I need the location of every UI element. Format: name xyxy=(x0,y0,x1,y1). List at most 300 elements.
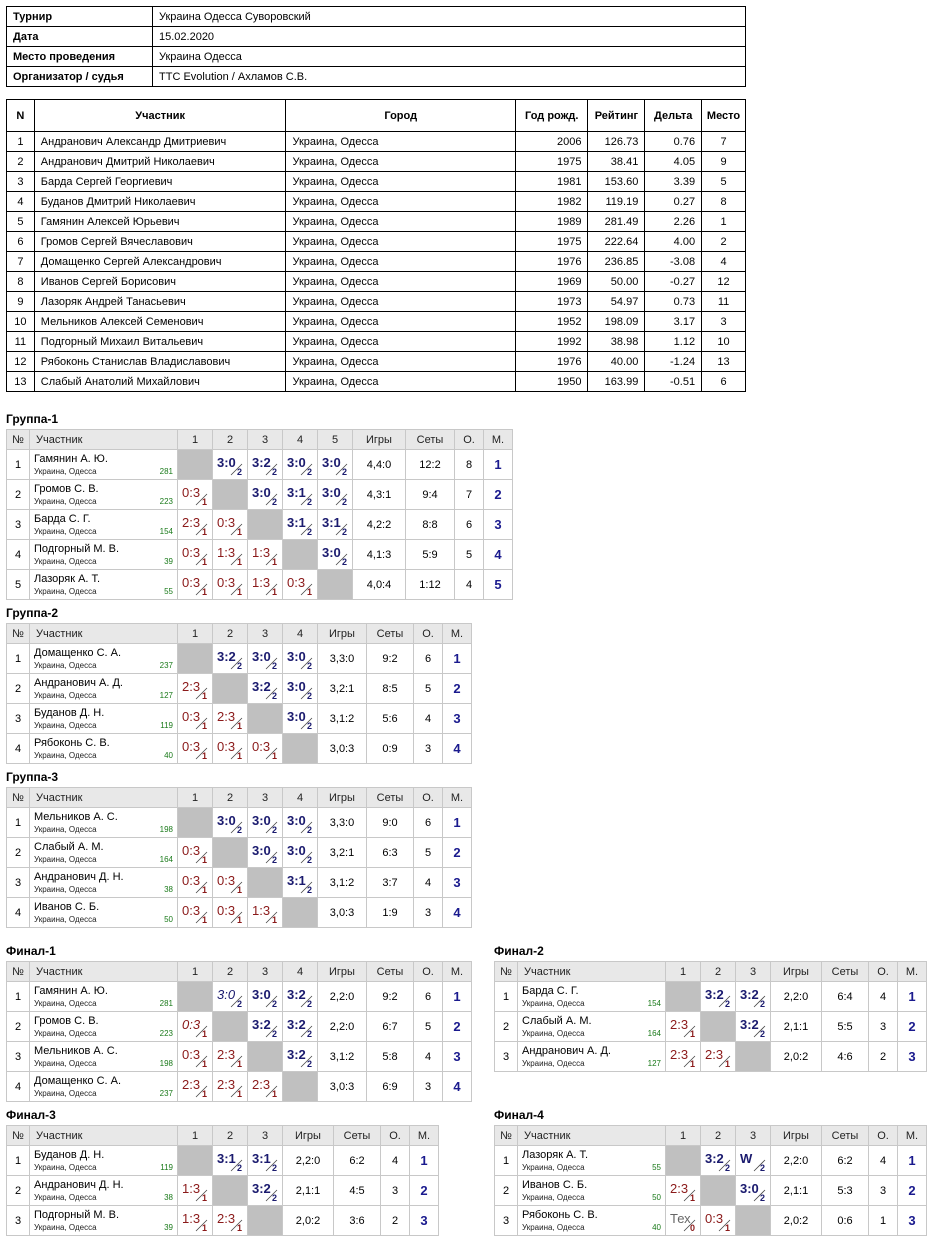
games-cell: 4,4:0 xyxy=(353,450,406,480)
points-cell: 3 xyxy=(869,1012,898,1042)
self-cell xyxy=(283,540,318,570)
self-cell xyxy=(283,1072,318,1102)
table-cell: Андранович Александр Дмитриевич xyxy=(34,132,286,152)
col-sets: Сеты xyxy=(367,962,414,982)
points-cell: 6 xyxy=(414,808,443,838)
table-cell: 38.41 xyxy=(588,152,645,172)
match-score: 2:3 xyxy=(217,1077,236,1092)
games-cell: 2,1:1 xyxy=(771,1176,822,1206)
participant-name: Мельников А. С. xyxy=(34,811,118,823)
info-key: Турнир xyxy=(7,7,153,27)
match-result-cell xyxy=(701,1206,736,1236)
table-cell: 7 xyxy=(702,132,746,152)
match-points: 1 xyxy=(236,721,242,731)
place-cell: 3 xyxy=(898,1206,927,1236)
match-points: 2 xyxy=(306,691,312,701)
table-row xyxy=(7,252,746,272)
participant-cell xyxy=(30,808,178,838)
self-cell xyxy=(178,644,213,674)
table-cell: 13 xyxy=(702,352,746,372)
match-result-cell xyxy=(178,1012,213,1042)
group-title: Группа-2 xyxy=(6,606,59,620)
group-row xyxy=(495,1012,927,1042)
participant-rating: 281 xyxy=(159,467,173,476)
group-table xyxy=(6,429,513,600)
match-points: 2 xyxy=(306,1059,312,1069)
match-points: 1 xyxy=(236,527,242,537)
col-opponent: 2 xyxy=(213,962,248,982)
group-header-row xyxy=(495,962,927,982)
match-result-cell xyxy=(736,982,771,1012)
table-cell: 1969 xyxy=(516,272,588,292)
match-result-cell xyxy=(213,704,248,734)
participant-cell xyxy=(518,982,666,1012)
table-cell: Громов Сергей Вячеславович xyxy=(34,232,286,252)
table-cell: 1973 xyxy=(516,292,588,312)
table-cell: 12 xyxy=(702,272,746,292)
match-score: 0:3 xyxy=(182,1047,201,1062)
col-num: № xyxy=(495,1126,518,1146)
col-games: Игры xyxy=(318,962,367,982)
match-score: 3:2 xyxy=(740,1017,759,1032)
self-cell xyxy=(248,704,283,734)
points-cell: 6 xyxy=(414,644,443,674)
self-cell xyxy=(283,734,318,764)
match-result-cell xyxy=(248,1012,283,1042)
row-number: 1 xyxy=(7,1146,30,1176)
table-cell: -3.08 xyxy=(645,252,702,272)
match-points: 2 xyxy=(271,825,277,835)
self-cell xyxy=(178,982,213,1012)
group-row xyxy=(7,1012,472,1042)
table-cell: 2006 xyxy=(516,132,588,152)
participant-rating: 281 xyxy=(159,999,173,1008)
match-points: 1 xyxy=(236,915,242,925)
match-points: 1 xyxy=(201,1029,207,1039)
match-points: 2 xyxy=(306,527,312,537)
match-score: 3:1 xyxy=(287,873,306,888)
match-result-cell xyxy=(283,570,318,600)
match-points: 1 xyxy=(201,1223,207,1233)
self-cell xyxy=(178,450,213,480)
games-cell: 2,2:0 xyxy=(318,982,367,1012)
place-cell: 4 xyxy=(443,734,472,764)
match-points: 1 xyxy=(271,915,277,925)
match-score: Тех xyxy=(670,1211,691,1226)
participant-city: Украина, Одесса xyxy=(34,467,97,476)
participant-name: Андранович Д. Н. xyxy=(34,871,124,883)
table-cell: 11 xyxy=(7,332,35,352)
match-score: 3:2 xyxy=(217,649,236,664)
col-opponent: 2 xyxy=(701,1126,736,1146)
col-opponent: 3 xyxy=(248,624,283,644)
match-result-cell xyxy=(283,704,318,734)
participant-city: Украина, Одесса xyxy=(522,1029,585,1038)
col-participant: Участник xyxy=(30,1126,178,1146)
points-cell: 3 xyxy=(381,1176,410,1206)
match-result-cell xyxy=(666,1012,701,1042)
match-result-cell xyxy=(178,1072,213,1102)
place-cell: 1 xyxy=(484,450,513,480)
match-points: 1 xyxy=(201,1059,207,1069)
match-result-cell xyxy=(248,808,283,838)
points-cell: 4 xyxy=(381,1146,410,1176)
match-result-cell xyxy=(248,1146,283,1176)
match-score: 3:0 xyxy=(322,455,341,470)
info-row xyxy=(7,67,746,87)
sets-cell: 9:2 xyxy=(367,982,414,1012)
table-cell: Буданов Дмитрий Николаевич xyxy=(34,192,286,212)
match-result-cell xyxy=(248,644,283,674)
table-cell: 236.85 xyxy=(588,252,645,272)
match-points: 1 xyxy=(271,751,277,761)
match-result-cell xyxy=(248,734,283,764)
table-cell: Украина, Одесса xyxy=(286,232,516,252)
self-cell xyxy=(213,838,248,868)
col-place: М. xyxy=(898,962,927,982)
match-score: 1:3 xyxy=(217,545,236,560)
sets-cell: 5:3 xyxy=(822,1176,869,1206)
table-cell: 10 xyxy=(702,332,746,352)
table-cell: 7 xyxy=(7,252,35,272)
participant-rating: 237 xyxy=(159,1089,173,1098)
table-cell: 1.12 xyxy=(645,332,702,352)
table-row xyxy=(7,152,746,172)
match-points: 2 xyxy=(341,557,347,567)
group-title: Финал-3 xyxy=(6,1108,56,1122)
col-participant: Участник xyxy=(518,1126,666,1146)
self-cell xyxy=(666,982,701,1012)
participant-cell xyxy=(30,570,178,600)
self-cell xyxy=(701,1012,736,1042)
participant-rating: 164 xyxy=(647,1029,661,1038)
table-cell: 3 xyxy=(702,312,746,332)
table-cell: 1 xyxy=(7,132,35,152)
match-result-cell xyxy=(736,1146,771,1176)
col-sets: Сеты xyxy=(406,430,455,450)
participant-rating: 55 xyxy=(652,1163,661,1172)
match-points: 0 xyxy=(689,1223,695,1233)
table-cell: 153.60 xyxy=(588,172,645,192)
match-score: 0:3 xyxy=(182,873,201,888)
participant-name: Гамянин А. Ю. xyxy=(34,453,108,465)
group-table xyxy=(494,961,927,1072)
participant-name: Лазоряк А. Т. xyxy=(522,1149,589,1161)
match-result-cell xyxy=(213,1072,248,1102)
table-cell: Украина, Одесса xyxy=(286,192,516,212)
info-row xyxy=(7,7,746,27)
points-cell: 5 xyxy=(414,1012,443,1042)
sets-cell: 0:9 xyxy=(367,734,414,764)
group-row xyxy=(7,480,513,510)
table-cell: Украина, Одесса xyxy=(286,132,516,152)
table-cell: 13 xyxy=(7,372,35,392)
match-result-cell xyxy=(178,1042,213,1072)
group-row xyxy=(7,704,472,734)
tournament-info-table xyxy=(6,6,746,87)
place-cell: 1 xyxy=(443,644,472,674)
group-row xyxy=(7,450,513,480)
col-place: М. xyxy=(443,624,472,644)
match-result-cell xyxy=(248,674,283,704)
match-result-cell xyxy=(248,570,283,600)
self-cell xyxy=(318,570,353,600)
match-score: 3:0 xyxy=(252,843,271,858)
row-number: 3 xyxy=(7,1206,30,1236)
participant-name: Иванов С. Б. xyxy=(522,1179,588,1191)
group-row xyxy=(7,1146,439,1176)
col-num: № xyxy=(7,962,30,982)
group-table xyxy=(494,1125,927,1236)
col-place: М. xyxy=(443,962,472,982)
col-opponent: 1 xyxy=(666,1126,701,1146)
group-row xyxy=(7,898,472,928)
match-points: 1 xyxy=(201,1193,207,1203)
table-cell: 5 xyxy=(702,172,746,192)
col-opponent: 1 xyxy=(178,430,213,450)
table-cell: 8 xyxy=(7,272,35,292)
participant-city: Украина, Одесса xyxy=(522,1223,585,1232)
place-cell: 2 xyxy=(898,1012,927,1042)
points-cell: 5 xyxy=(414,674,443,704)
match-points: 2 xyxy=(271,497,277,507)
participant-city: Украина, Одесса xyxy=(522,1059,585,1068)
points-cell: 4 xyxy=(414,704,443,734)
group-table xyxy=(6,623,472,764)
col-games: Игры xyxy=(771,962,822,982)
match-result-cell xyxy=(283,838,318,868)
column-header: Место xyxy=(702,100,746,132)
place-cell: 2 xyxy=(443,674,472,704)
self-cell xyxy=(248,868,283,898)
participant-name: Иванов С. Б. xyxy=(34,901,100,913)
match-score: 3:1 xyxy=(217,1151,236,1166)
match-points: 1 xyxy=(201,527,207,537)
sets-cell: 8:8 xyxy=(406,510,455,540)
match-points: 1 xyxy=(201,855,207,865)
participant-name: Барда С. Г. xyxy=(34,513,91,525)
table-cell: 1976 xyxy=(516,252,588,272)
games-cell: 2,1:1 xyxy=(283,1176,334,1206)
participant-cell xyxy=(30,1146,178,1176)
group-row xyxy=(7,838,472,868)
table-cell: Иванов Сергей Борисович xyxy=(34,272,286,292)
match-result-cell xyxy=(701,1146,736,1176)
table-cell: 281.49 xyxy=(588,212,645,232)
group-row xyxy=(7,1206,439,1236)
col-opponent: 3 xyxy=(736,1126,771,1146)
place-cell: 1 xyxy=(443,982,472,1012)
participant-name: Буданов Д. Н. xyxy=(34,707,105,719)
match-points: 1 xyxy=(201,1089,207,1099)
match-score: 1:3 xyxy=(252,575,271,590)
col-opponent: 4 xyxy=(283,624,318,644)
match-result-cell xyxy=(318,510,353,540)
table-row xyxy=(7,352,746,372)
sets-cell: 8:5 xyxy=(367,674,414,704)
table-cell: 1975 xyxy=(516,152,588,172)
match-result-cell xyxy=(178,734,213,764)
participant-city: Украина, Одесса xyxy=(34,999,97,1008)
match-points: 1 xyxy=(201,885,207,895)
participant-name: Громов С. В. xyxy=(34,483,99,495)
place-cell: 2 xyxy=(898,1176,927,1206)
col-points: О. xyxy=(381,1126,410,1146)
match-score: 1:3 xyxy=(182,1181,201,1196)
column-header: Рейтинг xyxy=(588,100,645,132)
match-score: 2:3 xyxy=(217,1047,236,1062)
points-cell: 2 xyxy=(869,1042,898,1072)
match-points: 2 xyxy=(306,825,312,835)
match-result-cell xyxy=(213,734,248,764)
games-cell: 3,1:2 xyxy=(318,868,367,898)
points-cell: 8 xyxy=(455,450,484,480)
sets-cell: 5:6 xyxy=(367,704,414,734)
place-cell: 3 xyxy=(443,1042,472,1072)
match-result-cell xyxy=(318,450,353,480)
info-value: Украина Одесса Суворовский xyxy=(153,7,746,27)
match-points: 1 xyxy=(306,587,312,597)
match-score: 0:3 xyxy=(182,1017,201,1032)
row-number: 3 xyxy=(495,1042,518,1072)
table-cell: 9 xyxy=(7,292,35,312)
participant-name: Лазоряк А. Т. xyxy=(34,573,101,585)
participant-rating: 50 xyxy=(164,915,173,924)
match-result-cell xyxy=(213,868,248,898)
participant-city: Украина, Одесса xyxy=(34,691,97,700)
games-cell: 3,3:0 xyxy=(318,808,367,838)
participant-cell xyxy=(30,734,178,764)
match-points: 2 xyxy=(271,999,277,1009)
info-key: Организатор / судья xyxy=(7,67,153,87)
match-result-cell xyxy=(318,480,353,510)
place-cell: 1 xyxy=(410,1146,439,1176)
col-num: № xyxy=(7,430,30,450)
place-cell: 2 xyxy=(443,1012,472,1042)
match-score: 2:3 xyxy=(670,1047,689,1062)
table-cell: Мельников Алексей Семенович xyxy=(34,312,286,332)
table-cell: 119.19 xyxy=(588,192,645,212)
participant-city: Украина, Одесса xyxy=(522,1193,585,1202)
group-row xyxy=(7,734,472,764)
match-score: 1:3 xyxy=(182,1211,201,1226)
table-cell: 163.99 xyxy=(588,372,645,392)
sets-cell: 9:0 xyxy=(367,808,414,838)
participant-rating: 50 xyxy=(652,1193,661,1202)
participant-rating: 127 xyxy=(647,1059,661,1068)
match-result-cell xyxy=(666,1206,701,1236)
col-games: Игры xyxy=(318,788,367,808)
games-cell: 2,0:2 xyxy=(771,1206,822,1236)
self-cell xyxy=(736,1042,771,1072)
match-points: 2 xyxy=(271,855,277,865)
group-row xyxy=(7,570,513,600)
match-points: 1 xyxy=(201,557,207,567)
match-score: 0:3 xyxy=(217,873,236,888)
col-participant: Участник xyxy=(30,962,178,982)
table-cell: 1982 xyxy=(516,192,588,212)
col-opponent: 1 xyxy=(178,1126,213,1146)
participant-rating: 237 xyxy=(159,661,173,670)
sets-cell: 1:12 xyxy=(406,570,455,600)
col-sets: Сеты xyxy=(822,962,869,982)
col-opponent: 4 xyxy=(283,430,318,450)
match-points: 2 xyxy=(271,1029,277,1039)
match-result-cell xyxy=(213,540,248,570)
match-result-cell xyxy=(213,644,248,674)
table-cell: -0.51 xyxy=(645,372,702,392)
sets-cell: 3:6 xyxy=(334,1206,381,1236)
table-cell: Украина, Одесса xyxy=(286,252,516,272)
match-result-cell xyxy=(283,1042,318,1072)
participant-city: Украина, Одесса xyxy=(34,855,97,864)
group-row xyxy=(7,1072,472,1102)
match-points: 2 xyxy=(759,1193,765,1203)
col-sets: Сеты xyxy=(334,1126,381,1146)
group-row xyxy=(495,982,927,1012)
row-number: 2 xyxy=(7,674,30,704)
match-points: 1 xyxy=(724,1223,730,1233)
match-result-cell xyxy=(283,450,318,480)
match-points: 1 xyxy=(236,587,242,597)
group-title: Финал-1 xyxy=(6,944,56,958)
games-cell: 2,0:2 xyxy=(771,1042,822,1072)
match-result-cell xyxy=(318,540,353,570)
table-cell: 0.73 xyxy=(645,292,702,312)
group-table xyxy=(6,787,472,928)
match-score: 2:3 xyxy=(252,1077,271,1092)
match-points: 2 xyxy=(236,999,242,1009)
points-cell: 3 xyxy=(869,1176,898,1206)
match-points: 2 xyxy=(306,1029,312,1039)
table-cell: 3 xyxy=(7,172,35,192)
match-result-cell xyxy=(248,480,283,510)
match-points: 2 xyxy=(759,1163,765,1173)
col-opponent: 2 xyxy=(701,962,736,982)
match-points: 2 xyxy=(341,467,347,477)
table-cell: 3.39 xyxy=(645,172,702,192)
table-cell: 2 xyxy=(702,232,746,252)
match-result-cell xyxy=(178,1176,213,1206)
col-sets: Сеты xyxy=(822,1126,869,1146)
match-points: 2 xyxy=(271,661,277,671)
col-place: М. xyxy=(898,1126,927,1146)
match-result-cell xyxy=(213,808,248,838)
points-cell: 6 xyxy=(414,982,443,1012)
match-result-cell xyxy=(248,898,283,928)
match-score: 3:0 xyxy=(217,455,236,470)
table-cell: 12 xyxy=(7,352,35,372)
participant-name: Громов С. В. xyxy=(34,1015,99,1027)
games-cell: 3,1:2 xyxy=(318,1042,367,1072)
sets-cell: 5:8 xyxy=(367,1042,414,1072)
participant-city: Украина, Одесса xyxy=(34,587,97,596)
participant-rating: 39 xyxy=(164,1223,173,1232)
group-row xyxy=(7,644,472,674)
table-cell: Лазоряк Андрей Танасьевич xyxy=(34,292,286,312)
match-score: 3:0 xyxy=(322,485,341,500)
table-row xyxy=(7,332,746,352)
match-points: 1 xyxy=(236,557,242,567)
row-number: 4 xyxy=(7,734,30,764)
match-score: 3:0 xyxy=(740,1181,759,1196)
row-number: 2 xyxy=(495,1176,518,1206)
match-result-cell xyxy=(248,838,283,868)
match-result-cell xyxy=(178,704,213,734)
match-points: 1 xyxy=(236,885,242,895)
match-score: 3:2 xyxy=(252,1181,271,1196)
points-cell: 3 xyxy=(414,1072,443,1102)
